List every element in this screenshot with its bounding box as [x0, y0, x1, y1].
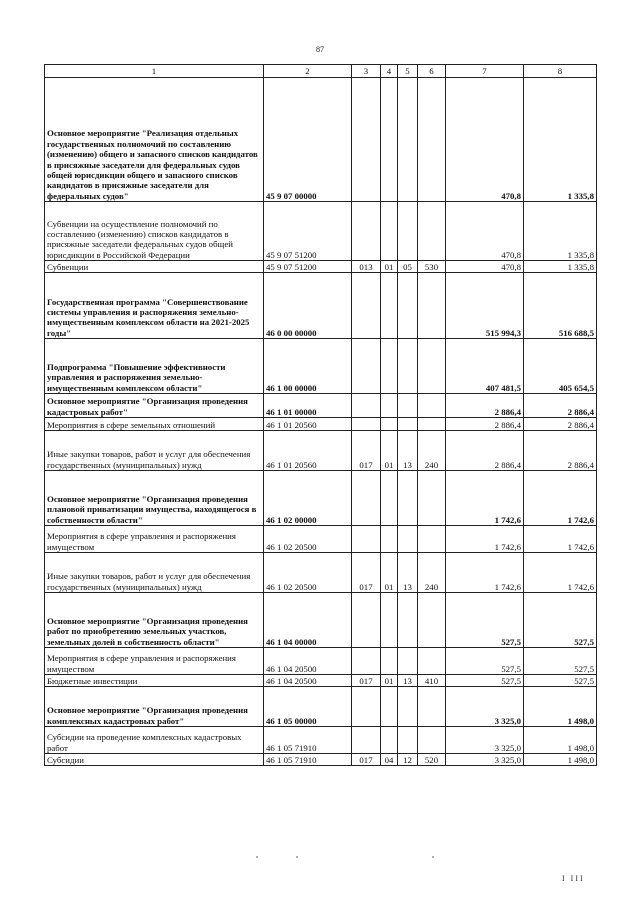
- row-name: Мероприятия в сфере управления и распоряжения имуществом: [45, 648, 264, 675]
- row-value-2021: 527,5: [446, 648, 524, 675]
- row-col5: 13: [398, 553, 418, 593]
- row-col6: 410: [418, 675, 446, 687]
- row-col3: [352, 648, 381, 675]
- row-name: Субвенции: [45, 261, 264, 273]
- row-code: 46 1 02 20500: [264, 526, 352, 553]
- row-code: 46 1 01 20560: [264, 418, 352, 431]
- row-value-2022: 1 742,6: [524, 526, 597, 553]
- row-col3: [352, 202, 381, 261]
- row-value-2021: 2 886,4: [446, 394, 524, 418]
- row-value-2021: 515 994,3: [446, 273, 524, 339]
- row-col3: [352, 471, 381, 526]
- row-col6: [418, 471, 446, 526]
- row-col4: [381, 273, 398, 339]
- row-col5: [398, 593, 418, 648]
- row-code: 46 1 02 00000: [264, 471, 352, 526]
- row-col5: [398, 273, 418, 339]
- row-col6: [418, 78, 446, 202]
- row-col5: [398, 418, 418, 431]
- row-value-2022: 1 335,8: [524, 261, 597, 273]
- row-name: Мероприятия в сфере земельных отношений: [45, 418, 264, 431]
- table-row: [45, 648, 597, 675]
- row-name: Основное мероприятие "Организация проведения плановой приватизации имущества, находящегося в собственности области": [45, 471, 264, 526]
- table-row: [45, 526, 597, 553]
- table-row: [45, 593, 597, 648]
- row-col3: [352, 78, 381, 202]
- row-value-2022: 2 886,4: [524, 418, 597, 431]
- row-value-2022: 1 498,0: [524, 754, 597, 766]
- row-value-2021: 470,8: [446, 261, 524, 273]
- row-value-2021: 1 742,6: [446, 526, 524, 553]
- row-value-2022: 2 886,4: [524, 431, 597, 471]
- footer-mark: I III: [562, 874, 585, 883]
- row-name: Бюджетные инвестиции: [45, 675, 264, 687]
- table-row: [45, 394, 597, 418]
- row-code: 46 0 00 00000: [264, 273, 352, 339]
- row-value-2022: 527,5: [524, 648, 597, 675]
- row-value-2021: 3 325,0: [446, 687, 524, 727]
- row-col3: [352, 687, 381, 727]
- row-col4: 01: [381, 553, 398, 593]
- row-value-2022: 1 335,8: [524, 78, 597, 202]
- row-col6: [418, 687, 446, 727]
- table-row: [45, 261, 597, 273]
- row-name: Субсидии на проведение комплексных кадастровых работ: [45, 727, 264, 754]
- table-row: [45, 675, 597, 687]
- row-col4: 01: [381, 675, 398, 687]
- row-col6: [418, 526, 446, 553]
- row-col6: [418, 418, 446, 431]
- row-name: Основное мероприятие "Реализация отдельных государственных полномочий по составлению (изменению) общего и запасного списков кандидатов в присяжные заседатели для федеральных судов общей юрисдикции общего и запасного списков кандидатов в присяжные заседатели для федеральных судов": [45, 78, 264, 202]
- row-value-2021: 470,8: [446, 202, 524, 261]
- row-col4: [381, 339, 398, 394]
- row-col4: 01: [381, 431, 398, 471]
- row-col4: [381, 648, 398, 675]
- row-value-2021: 3 325,0: [446, 727, 524, 754]
- row-col5: [398, 526, 418, 553]
- row-col3: [352, 273, 381, 339]
- row-col3: [352, 593, 381, 648]
- table-row: [45, 202, 597, 261]
- row-col5: 05: [398, 261, 418, 273]
- scan-speck: [296, 856, 298, 858]
- row-value-2021: 407 481,5: [446, 339, 524, 394]
- row-code: 46 1 04 00000: [264, 593, 352, 648]
- header-cell: 4: [381, 65, 398, 78]
- row-code: 46 1 01 00000: [264, 394, 352, 418]
- page-number: 87: [316, 45, 324, 54]
- row-col6: 530: [418, 261, 446, 273]
- row-col6: [418, 394, 446, 418]
- row-col6: 240: [418, 553, 446, 593]
- row-col5: [398, 78, 418, 202]
- header-cell: 3: [352, 65, 381, 78]
- row-col3: 017: [352, 431, 381, 471]
- row-col4: [381, 202, 398, 261]
- table-row: [45, 553, 597, 593]
- header-cell: 7: [446, 65, 524, 78]
- header-cell: 8: [524, 65, 597, 78]
- row-col3: [352, 727, 381, 754]
- row-name: Государственная программа "Совершенствование системы управления и распоряжения земельно-имущественным комплексом области на 2021-2025 годы": [45, 273, 264, 339]
- row-value-2021: 3 325,0: [446, 754, 524, 766]
- table-row: [45, 418, 597, 431]
- row-code: 46 1 02 20500: [264, 553, 352, 593]
- row-col5: [398, 339, 418, 394]
- row-code: 45 9 07 51200: [264, 261, 352, 273]
- row-code: 45 9 07 00000: [264, 78, 352, 202]
- row-name: Подпрограмма "Повышение эффективности управления и распоряжения земельно-имущественным комплексом области": [45, 339, 264, 394]
- row-value-2022: 1 742,6: [524, 471, 597, 526]
- row-col3: 017: [352, 754, 381, 766]
- row-col6: [418, 202, 446, 261]
- row-value-2022: 1 498,0: [524, 727, 597, 754]
- row-value-2021: 1 742,6: [446, 471, 524, 526]
- table-row: [45, 754, 597, 766]
- table-row: [45, 431, 597, 471]
- table-row: [45, 727, 597, 754]
- row-code: 46 1 04 20500: [264, 648, 352, 675]
- row-name: Иные закупки товаров, работ и услуг для обеспечения государственных (муниципальных) нужд: [45, 553, 264, 593]
- row-name: Иные закупки товаров, работ и услуг для обеспечения государственных (муниципальных) нужд: [45, 431, 264, 471]
- row-col5: 12: [398, 754, 418, 766]
- row-col4: [381, 394, 398, 418]
- table-row: [45, 339, 597, 394]
- row-code: 46 1 04 20500: [264, 675, 352, 687]
- scan-speck: [256, 856, 258, 858]
- header-row: [45, 65, 597, 78]
- row-code: 46 1 01 20560: [264, 431, 352, 471]
- row-col6: [418, 648, 446, 675]
- row-value-2022: 527,5: [524, 593, 597, 648]
- header-cell: 1: [45, 65, 264, 78]
- row-value-2022: 405 654,5: [524, 339, 597, 394]
- row-col3: 013: [352, 261, 381, 273]
- row-col6: 520: [418, 754, 446, 766]
- scan-speck: [432, 856, 434, 858]
- table-row: [45, 78, 597, 202]
- row-name: Субвенции на осуществление полномочий по составлению (изменению) списков кандидатов в присяжные заседатели федеральных судов общей юрисдикции в Российской Федерации: [45, 202, 264, 261]
- row-col4: 04: [381, 754, 398, 766]
- row-col4: [381, 471, 398, 526]
- row-name: Основное мероприятие "Организация проведения работ по приобретению земельных участков, земельных долей в собственность области": [45, 593, 264, 648]
- row-value-2021: 527,5: [446, 675, 524, 687]
- row-value-2021: 2 886,4: [446, 431, 524, 471]
- row-value-2022: 516 688,5: [524, 273, 597, 339]
- row-code: 45 9 07 51200: [264, 202, 352, 261]
- row-col3: [352, 418, 381, 431]
- row-col4: [381, 78, 398, 202]
- row-col5: 13: [398, 431, 418, 471]
- row-value-2022: 1 335,8: [524, 202, 597, 261]
- row-col4: [381, 418, 398, 431]
- header-cell: 2: [264, 65, 352, 78]
- row-name: Мероприятия в сфере управления и распоряжения имуществом: [45, 526, 264, 553]
- row-col5: [398, 202, 418, 261]
- row-col4: [381, 593, 398, 648]
- row-col3: [352, 339, 381, 394]
- row-col4: [381, 526, 398, 553]
- row-code: 46 1 05 71910: [264, 727, 352, 754]
- row-value-2021: 527,5: [446, 593, 524, 648]
- budget-table: [44, 64, 597, 766]
- row-col4: [381, 727, 398, 754]
- row-col5: [398, 471, 418, 526]
- row-col3: [352, 394, 381, 418]
- row-col3: [352, 526, 381, 553]
- row-col5: [398, 727, 418, 754]
- row-col4: [381, 687, 398, 727]
- row-value-2021: 470,8: [446, 78, 524, 202]
- row-value-2022: 1 742,6: [524, 553, 597, 593]
- table-row: [45, 471, 597, 526]
- row-col6: [418, 727, 446, 754]
- row-col6: [418, 339, 446, 394]
- row-col6: 240: [418, 431, 446, 471]
- row-col3: 017: [352, 675, 381, 687]
- row-name: Основное мероприятие "Организация проведения комплексных кадастровых работ": [45, 687, 264, 727]
- row-name: Субсидии: [45, 754, 264, 766]
- row-value-2022: 1 498,0: [524, 687, 597, 727]
- row-value-2022: 527,5: [524, 675, 597, 687]
- row-value-2021: 2 886,4: [446, 418, 524, 431]
- row-col5: 13: [398, 675, 418, 687]
- row-code: 46 1 05 71910: [264, 754, 352, 766]
- row-col5: [398, 394, 418, 418]
- header-cell: 6: [418, 65, 446, 78]
- row-value-2022: 2 886,4: [524, 394, 597, 418]
- row-code: 46 1 05 00000: [264, 687, 352, 727]
- row-col4: 01: [381, 261, 398, 273]
- row-col5: [398, 687, 418, 727]
- row-value-2021: 1 742,6: [446, 553, 524, 593]
- row-col6: [418, 593, 446, 648]
- row-code: 46 1 00 00000: [264, 339, 352, 394]
- row-col6: [418, 273, 446, 339]
- row-name: Основное мероприятие "Организация проведения кадастровых работ": [45, 394, 264, 418]
- row-col5: [398, 648, 418, 675]
- table-row: [45, 273, 597, 339]
- table-row: [45, 687, 597, 727]
- row-col3: 017: [352, 553, 381, 593]
- header-cell: 5: [398, 65, 418, 78]
